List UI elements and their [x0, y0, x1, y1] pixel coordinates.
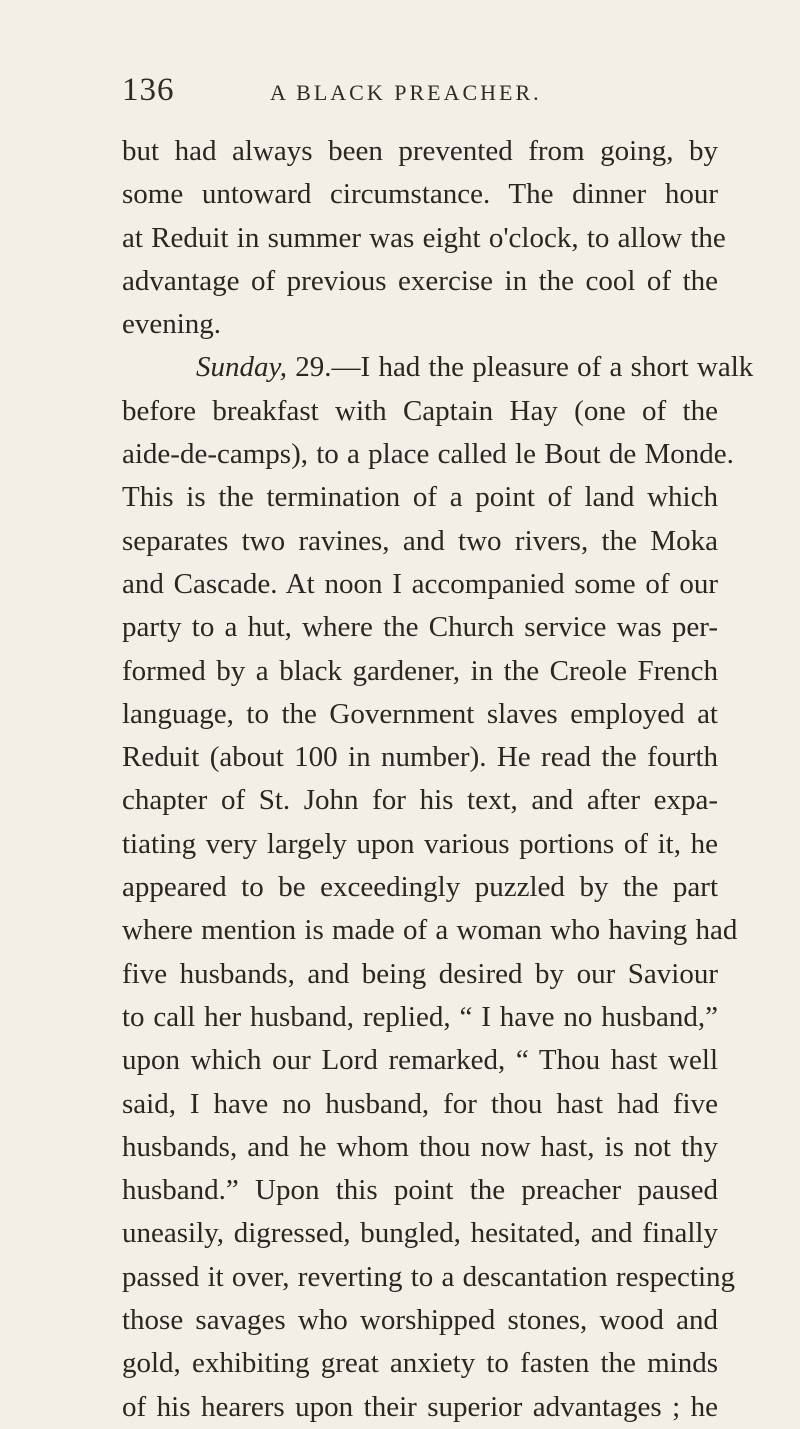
text-line: uneasily, digressed, bungled, hesitated, and finally	[122, 1217, 718, 1250]
text-line: passed it over, reverting to a descantation respecting	[122, 1260, 736, 1293]
text-line: separates two ravines, and two rivers, the Moka	[122, 524, 718, 557]
running-title: A BLACK PREACHER.	[270, 80, 542, 105]
page-number: 136	[122, 72, 175, 108]
text-line: tiating very largely upon various portions of it, he	[122, 827, 718, 860]
text-line: appeared to be exceedingly puzzled by the part	[122, 871, 718, 904]
text-line	[122, 346, 754, 389]
text-line: of his hearers upon their superior advantages ; he	[122, 1390, 718, 1423]
text-line: formed by a black gardener, in the Creole French	[122, 654, 718, 687]
text-line: chapter of St. John for his text, and after expa-	[122, 784, 718, 817]
text-line: to call her husband, replied, “ I have no husband,”	[122, 1000, 718, 1033]
text-line: said, I have no husband, for thou hast had five	[122, 1087, 718, 1120]
text-line: those savages who worshipped stones, wood and	[122, 1304, 718, 1337]
text-line: Reduit (about 100 in number). He read the fourth	[122, 741, 718, 774]
text-line: some untoward circumstance. The dinner hour	[122, 178, 718, 211]
text-line: language, to the Government slaves employed at	[122, 697, 718, 730]
text-line: party to a hut, where the Church service was per-	[122, 611, 718, 644]
text-line: but had always been prevented from going, by	[122, 135, 718, 167]
text-line: This is the termination of a point of land which	[122, 481, 718, 514]
entry-day: Sunday,	[196, 351, 288, 384]
text-line: advantage of previous exercise in the cool of the	[122, 264, 718, 297]
text-line: upon which our Lord remarked, “ Thou hast well	[122, 1044, 718, 1077]
body-text	[122, 130, 754, 1429]
text-line: husbands, and he whom thou now hast, is not thy	[122, 1130, 718, 1163]
entry-text: 29.—I had the pleasure of a short walk	[295, 351, 754, 384]
page-header	[122, 72, 722, 112]
text-line: husband.” Upon this point the preacher paused	[122, 1174, 718, 1207]
text-line: before breakfast with Captain Hay (one of the	[122, 394, 718, 427]
text-line: where mention is made of a woman who having had	[122, 914, 738, 947]
text-line: five husbands, and being desired by our Saviour	[122, 957, 718, 990]
text-line: and Cascade. At noon I accompanied some of our	[122, 567, 718, 600]
text-line: at Reduit in summer was eight o'clock, to allow the	[122, 221, 726, 254]
text-line: evening.	[122, 308, 222, 341]
text-line: gold, exhibiting great anxiety to fasten the minds	[122, 1347, 718, 1380]
text-line: aide-de-camps), to a place called le Bout de Monde.	[122, 438, 734, 471]
